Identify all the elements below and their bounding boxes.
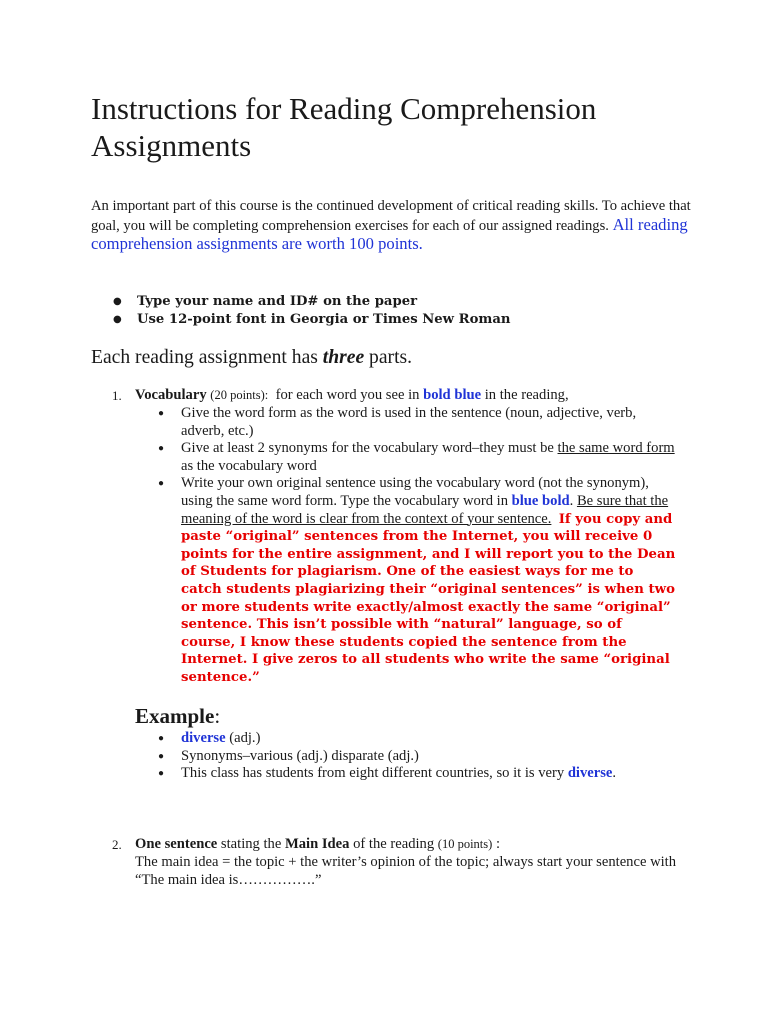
vocabulary-bullet-synonyms: [156, 440, 676, 475]
requirement-item: ● Type your name and ID# on the paper: [113, 293, 510, 311]
example-pos: (adj.): [225, 730, 261, 746]
b3-text: Write your own original sentence using the vocabulary word (not the synonym), using the same word form. Type the vocabulary word in: [181, 475, 649, 509]
main-idea-text-3: :: [492, 836, 501, 852]
item-number-2: 2.: [112, 837, 122, 852]
vocabulary-points: (20 points):: [210, 388, 269, 402]
vocabulary-bullet-sentence: [156, 475, 676, 686]
parts-heading-emphasis: three: [322, 347, 365, 368]
b3-mid: .: [569, 492, 577, 509]
bold-blue-term: bold blue: [423, 387, 482, 403]
example-sentence-end: .: [612, 765, 617, 782]
main-idea-text-1: stating the: [217, 836, 285, 852]
example-bullets: [156, 730, 676, 783]
vocabulary-text-end: in the reading,: [481, 387, 569, 403]
main-idea-text-2: of the reading: [349, 836, 438, 852]
example-colon: :: [214, 704, 221, 728]
example-word: diverse: [181, 730, 226, 746]
parts-heading-text: Each reading assignment has: [91, 347, 323, 368]
b3-blue-bold: blue bold: [511, 492, 570, 509]
main-idea-description: The main idea = the topic + the writer’s opinion of the topic; always start your sentence with “The main idea is…………….”: [135, 854, 677, 888]
main-idea-section: [135, 835, 695, 889]
example-label: Example: [135, 704, 215, 728]
example-sentence-item: [156, 765, 676, 783]
main-idea-label-2: Main Idea: [284, 836, 350, 852]
parts-heading: [91, 346, 412, 370]
document-title: Instructions for Reading Comprehension Assignments: [91, 91, 597, 163]
vocabulary-section: [135, 386, 695, 404]
b2-text: Give at least 2 synonyms for the vocabulary word–they must be: [181, 440, 558, 457]
requirements-list: [113, 293, 510, 329]
b2-text-end: as the vocabulary word: [181, 457, 317, 474]
b2-underline: the same word form: [557, 440, 675, 457]
vocabulary-bullets: [156, 405, 676, 687]
example-heading: [135, 704, 220, 729]
vocabulary-label: Vocabulary: [135, 387, 207, 403]
main-idea-points: (10 points): [437, 837, 493, 851]
plagiarism-warning: If you copy and paste “original” sentences from the Internet, you will receive 0 points for the entire assignment, and I will report you to the Dean of Students for plagiarism. One of the easiest ways for me to catch students plagiarizing their “original sentences” is when two or more students write exactly/almost exactly the same “original” sentence. This isn’t possible with “natural” language, so of course, I know these students copied the sentence from the Internet. I give zeros to all students who write the same “original sentence.”: [181, 511, 676, 685]
main-idea-label-1: One sentence: [135, 836, 218, 852]
intro-paragraph: [91, 198, 691, 255]
example-sentence-word: diverse: [567, 765, 613, 782]
intro-text: An important part of this course is the continued development of critical reading skills. To achieve that goal, you will be completing comprehension exercises for each of our assigned readings.: [91, 198, 691, 234]
example-synonyms-item: ● Synonyms–various (adj.) disparate (adj.): [156, 748, 676, 766]
vocabulary-text: for each word you see in: [275, 387, 424, 403]
example-sentence: This class has students from eight different countries, so it is very: [181, 765, 568, 782]
parts-heading-text-end: parts.: [364, 347, 413, 368]
vocabulary-bullet-word-form: ● Give the word form as the word is used in the sentence (noun, adjective, verb, adverb, etc.): [156, 405, 676, 440]
intro-points-highlight: All reading comprehension assignments are worth 100 points.: [91, 214, 688, 254]
item-number-1: 1.: [112, 388, 122, 403]
example-word-item: [156, 730, 676, 748]
requirement-item: ● Use 12-point font in Georgia or Times New Roman: [113, 311, 510, 329]
b3-underline: Be sure that the meaning of the word is clear from the context of your sentence.: [181, 492, 669, 527]
